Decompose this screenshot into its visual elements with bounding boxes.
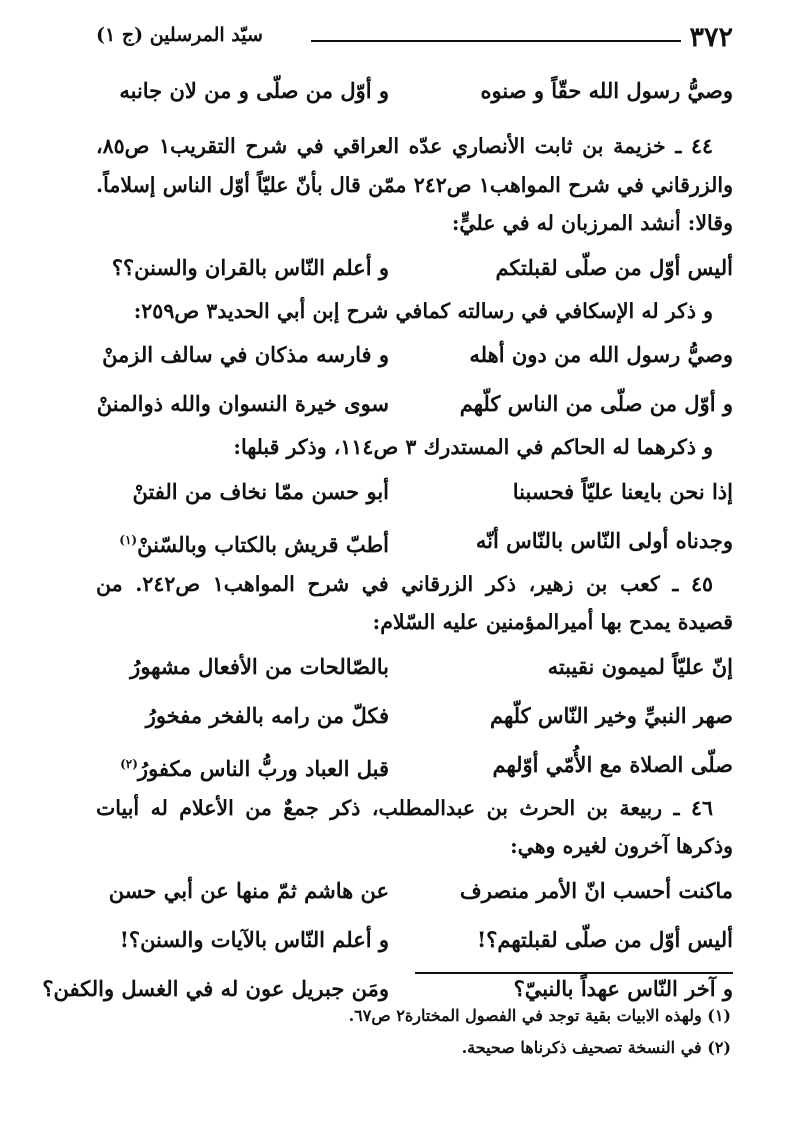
running-title: سيّد المرسلين (ج ١) [96,24,263,46]
verse-second-hemistich [96,330,389,379]
verse-first-hemistich: أليس أوّل من صلّى لقبلتهم؟! [476,926,733,952]
verse-second-hemistich-text: أبو حسن ممّا نخاف من الفتنْ [132,478,390,504]
page-number: ٣٧٢ [689,22,733,53]
verse-second-hemistich [96,691,389,740]
verse-first-hemistich: صلّى الصلاة مع الأُمّي أوّلهم [492,751,733,777]
verse-second-hemistich [96,66,389,115]
verse-line [96,866,733,915]
verse-second-hemistich [96,516,389,565]
verse-second-hemistich-text: أطبّ قريش بالكتاب وبالسّننْ [137,531,390,557]
verse-second-hemistich [96,642,389,691]
verse-first-hemistich: صهر النبيِّ وخير النّاس كلّهم [489,702,733,728]
footnote: (٢) في النسخة تصحيف ذكرناها صحيحة. [461,1038,731,1057]
verse-line [96,915,733,964]
footnote: (١) ولهذه الابيات بقية توجد في الفصول المختارة٢ ص٦٧. [348,1006,731,1025]
verse-second-hemistich-text: ومَن جبريل عون له في الغسل والكفن؟ [42,975,390,1001]
prose-paragraph: و ذكرهما له الحاكم في المستدرك ٣ ص١١٤، وذكر قبلها: [233,435,713,459]
footnotes [96,1000,731,1064]
prose-paragraph: و ذكر له الإسكافي في رسالته كمافي شرح إبن أبي الحديد٣ ص٢٥٩: [133,298,713,323]
verse-second-hemistich-text: سوى خيرة النسوان والله ذوالمننْ [96,391,390,416]
verse-second-hemistich-text: قبل العباد وربُّ الناس مكفورُ [137,755,390,781]
verse-line [96,516,733,565]
verse-first-hemistich: ماكنت أحسب انّ الأمر منصرف [459,877,733,903]
paragraph-gap [96,115,733,127]
verse-second-hemistich-text: و أوّل من صلّى و من لان جانبه [119,78,390,103]
prose-paragraph: ٤٥ ـ كعب بن زهير، ذكر الزرقاني في شرح المواهب١ ص٢٤٢. من قصيدة يمدح بها أميرالمؤمنين عليه السّلام: [96,571,733,634]
page-body [42,66,734,1013]
verse-second-hemistich [96,866,389,915]
verse-first-hemistich: إذا نحن بايعنا عليّاً فحسبنا [512,478,733,504]
page-header [96,22,733,56]
verse-line [96,330,733,379]
verse-first-hemistich: إنّ عليّاً لميمون نقيبته [547,653,733,679]
verse-second-hemistich [96,243,389,292]
verse-first-hemistich: وصيُّ رسول الله حقّاً و صنوه [480,78,733,103]
verse-line [96,379,733,428]
verse-first-hemistich: وجدناه أولى النّاس بالنّاس أنّه [475,527,733,553]
verse-line [96,691,733,740]
verse-second-hemistich-text: و أعلم النّاس بالقران والسنن؟؟ [111,254,390,280]
verse-second-hemistich-text: فكلّ من رامه بالفخر مفخورُ [145,702,390,728]
verse-line [96,66,733,115]
verse-line [96,642,733,691]
verse-first-hemistich: أليس أوّل من صلّى لقبلتكم [495,254,733,280]
verse-second-hemistich [96,467,389,516]
footnote-rule [415,972,733,974]
verse-second-hemistich [96,915,389,964]
verse-line [96,243,733,292]
verse-line [96,467,733,516]
prose-paragraph: ٤٦ ـ ربيعة بن الحرث بن عبدالمطلب، ذكر جمعٌ من الأعلام له أبيات وذكرها آخرون لغيره وهي: [96,795,733,858]
verse-second-hemistich-text: و أعلم النّاس بالآيات والسنن؟! [119,926,390,952]
verse-first-hemistich: و أوّل من صلّى من الناس كلّهم [459,391,733,416]
verse-second-hemistich [96,740,389,789]
verse-first-hemistich: وصيُّ رسول الله من دون أهله [469,342,733,367]
footnote-marker: (١) [119,532,138,547]
verse-line [96,740,733,789]
footnote-marker: (٢) [120,756,138,771]
verse-second-hemistich-text: و فارسه مذكان في سالف الزمنْ [102,342,390,367]
verse-second-hemistich-text: عن هاشم ثمّ منها عن أبي حسن [108,877,390,903]
verse-second-hemistich-text: بالصّالحات من الأفعال مشهورُ [130,653,390,679]
verse-first-hemistich: و آخر النّاس عهداً بالنبيّ؟ [513,975,733,1001]
header-rule [311,40,681,42]
verse-second-hemistich [96,379,389,428]
prose-paragraph: ٤٤ ـ خزيمة بن ثابت الأنصاري عدّه العراقي في شرح التقريب١ ص٨٥، والزرقاني في شرح المواهب١ ص٢٤٢ ممّن قال بأنّ عليّاً أوّل الناس إسلاماً. وقالا: أنشد المرزبان له في عليٍّ: [96,134,734,235]
